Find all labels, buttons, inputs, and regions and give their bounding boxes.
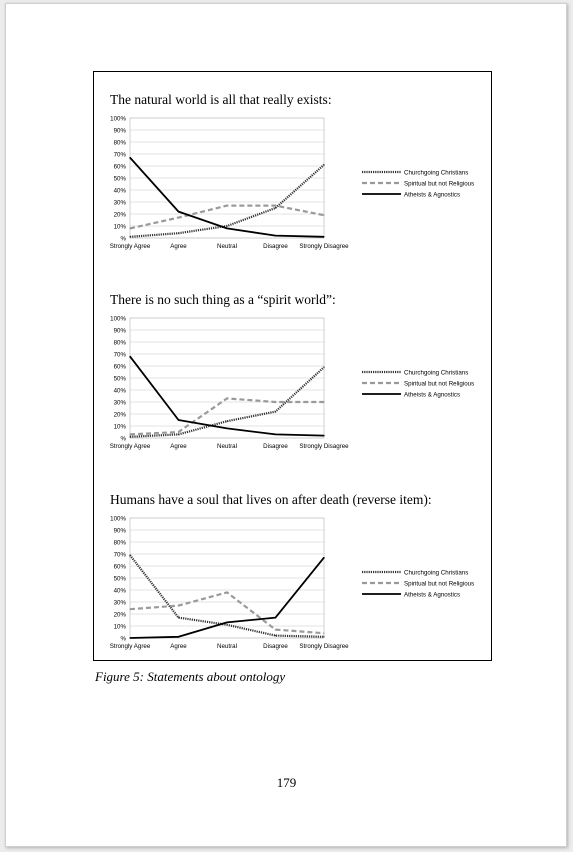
data-point (178, 211, 179, 212)
data-point (323, 435, 324, 436)
data-point (129, 236, 130, 237)
y-tick-label: 20% (113, 411, 126, 419)
x-tick-label: Neutral (217, 243, 237, 250)
y-tick-label: 50% (113, 575, 126, 583)
y-tick-label: 80% (113, 539, 126, 547)
y-tick-label: 10% (113, 423, 126, 431)
y-tick-label: 10% (113, 623, 126, 631)
x-tick-label: Agree (170, 243, 187, 250)
y-tick-label: 80% (113, 339, 126, 347)
line-chart-svg (94, 292, 491, 487)
data-point (178, 217, 179, 218)
x-tick-label: Agree (170, 443, 187, 450)
y-tick-label: 10% (113, 223, 126, 231)
data-point (129, 436, 130, 437)
document-page (5, 3, 567, 847)
legend-label: Atheists & Agnostics (404, 591, 461, 599)
data-point (178, 419, 179, 420)
data-point (323, 164, 324, 165)
y-tick-label: 40% (113, 587, 126, 595)
chart-title: Humans have a soul that lives on after death (reverse item): (110, 492, 432, 507)
y-tick-label: 70% (113, 351, 126, 359)
y-tick-label: 70% (113, 551, 126, 559)
x-tick-label: Disagree (263, 443, 288, 450)
data-point (323, 401, 324, 402)
figure-caption: Figure 5: Statements about ontology (95, 669, 286, 684)
x-tick-label: Disagree (263, 643, 288, 650)
x-tick-label: Strongly Disagree (299, 243, 349, 250)
data-point (129, 356, 130, 357)
data-point (226, 225, 227, 226)
y-tick-label: 30% (113, 199, 126, 207)
chart-panel-soul (94, 492, 491, 687)
y-tick-label: 100% (110, 515, 126, 523)
data-point (323, 557, 324, 558)
x-tick-label: Neutral (217, 443, 237, 450)
x-tick-label: Neutral (217, 643, 237, 650)
x-tick-label: Strongly Disagree (299, 443, 349, 450)
chart-title: There is no such thing as a “spirit world”: (110, 292, 336, 307)
data-point (178, 605, 179, 606)
y-tick-label: 20% (113, 211, 126, 219)
y-tick-label: 40% (113, 387, 126, 395)
data-point (226, 421, 227, 422)
y-tick-label: 30% (113, 399, 126, 407)
legend-label: Spiritual but not Religious (404, 580, 475, 588)
data-point (226, 398, 227, 399)
data-point (226, 592, 227, 593)
data-point (129, 555, 130, 556)
data-point (129, 228, 130, 229)
legend-label: Churchgoing Christians (404, 569, 469, 577)
chart-title: The natural world is all that really exists: (110, 92, 332, 107)
data-point (129, 637, 130, 638)
legend-label: Churchgoing Christians (404, 369, 469, 377)
chart-panel-natural-world (94, 92, 491, 287)
y-tick-label: 100% (110, 315, 126, 323)
legend-label: Spiritual but not Religious (404, 380, 475, 388)
data-point (275, 411, 276, 412)
page-number: 179 (276, 775, 297, 790)
x-tick-label: Strongly Agree (109, 443, 151, 450)
line-chart-svg (94, 92, 491, 287)
x-tick-label: Strongly Disagree (299, 643, 349, 650)
data-point (275, 629, 276, 630)
data-point (226, 624, 227, 625)
y-tick-label: 80% (113, 139, 126, 147)
data-point (178, 636, 179, 637)
data-point (178, 434, 179, 435)
data-point (226, 228, 227, 229)
data-point (323, 367, 324, 368)
data-point (275, 635, 276, 636)
y-tick-label: 60% (113, 363, 126, 371)
x-tick-label: Agree (170, 643, 187, 650)
data-point (129, 434, 130, 435)
y-tick-label: 60% (113, 163, 126, 171)
data-point (275, 207, 276, 208)
data-point (323, 636, 324, 637)
y-tick-label: % (120, 635, 126, 643)
data-point (178, 431, 179, 432)
legend-label: Spiritual but not Religious (404, 180, 475, 188)
x-tick-label: Disagree (263, 243, 288, 250)
x-tick-label: Strongly Agree (109, 643, 151, 650)
data-point (226, 428, 227, 429)
data-point (178, 617, 179, 618)
data-point (275, 434, 276, 435)
y-tick-label: 40% (113, 187, 126, 195)
chart-panel-spirit-world (94, 292, 491, 487)
y-tick-label: 90% (113, 527, 126, 535)
data-point (226, 622, 227, 623)
data-point (275, 401, 276, 402)
y-tick-label: 50% (113, 375, 126, 383)
y-tick-label: 90% (113, 327, 126, 335)
y-tick-label: 30% (113, 599, 126, 607)
legend-label: Churchgoing Christians (404, 169, 469, 177)
data-point (275, 617, 276, 618)
y-tick-label: 60% (113, 563, 126, 571)
data-point (275, 205, 276, 206)
data-point (323, 215, 324, 216)
data-point (323, 236, 324, 237)
x-tick-label: Strongly Agree (109, 243, 151, 250)
legend-label: Atheists & Agnostics (404, 191, 461, 199)
data-point (226, 205, 227, 206)
figure-frame (93, 71, 492, 661)
y-tick-label: 20% (113, 611, 126, 619)
data-point (323, 633, 324, 634)
data-point (129, 157, 130, 158)
y-tick-label: 50% (113, 175, 126, 183)
line-chart-svg (94, 492, 491, 687)
y-tick-label: 100% (110, 115, 126, 123)
data-point (178, 233, 179, 234)
y-tick-label: % (120, 435, 126, 443)
y-tick-label: 90% (113, 127, 126, 135)
legend-label: Atheists & Agnostics (404, 391, 461, 399)
y-tick-label: % (120, 235, 126, 243)
data-point (275, 235, 276, 236)
data-point (129, 609, 130, 610)
y-tick-label: 70% (113, 151, 126, 159)
